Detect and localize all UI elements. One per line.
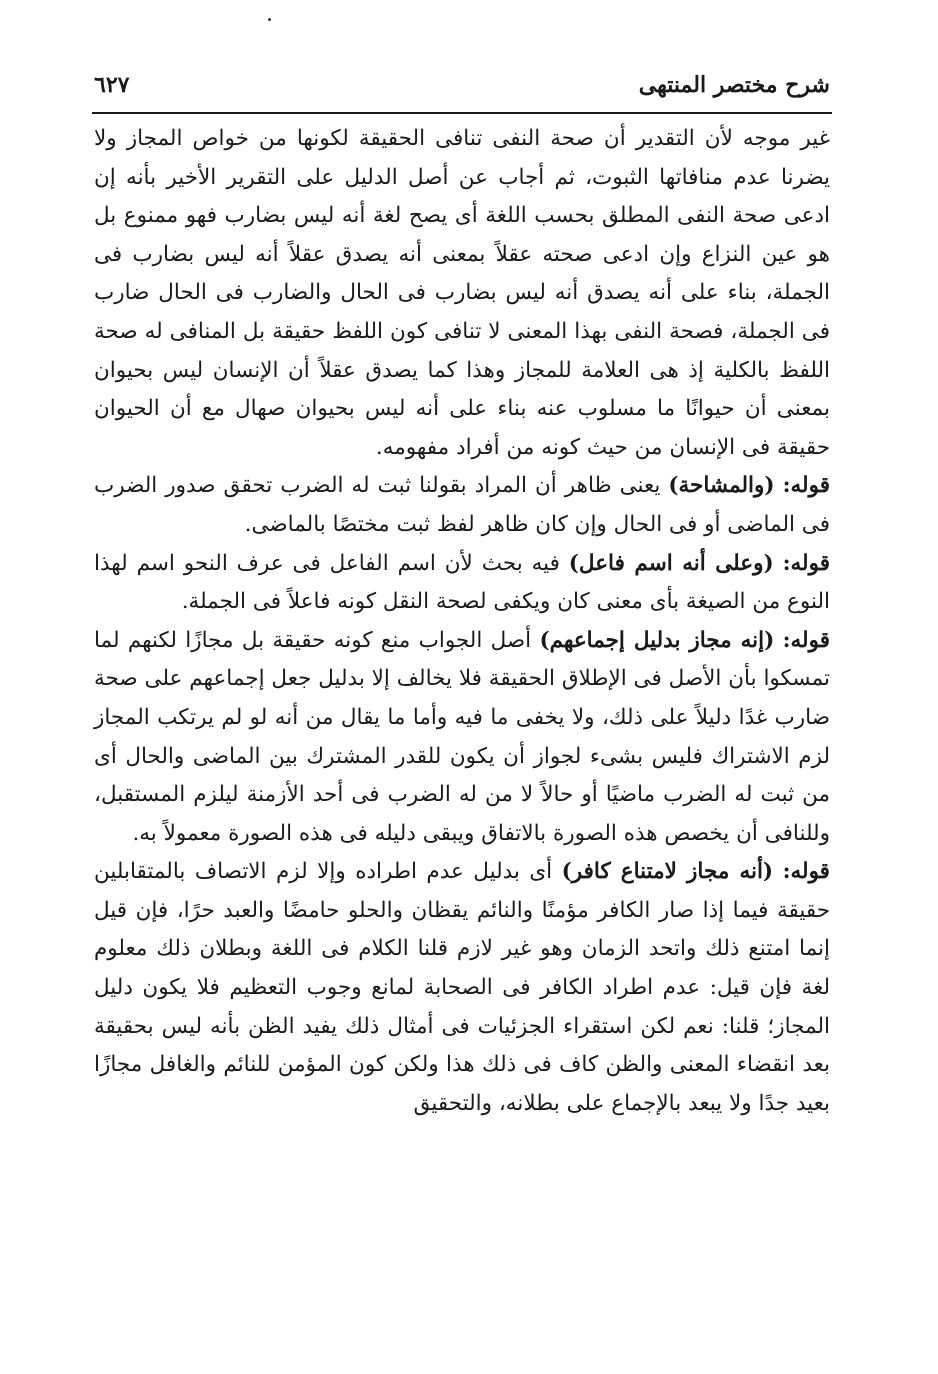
paragraph-1-text: غير موجه لأن التقدير أن صحة النفى تنافى الحقيقة لكونها من خواص المجاز ولا يضرنا عدم منافاتها الثبوت، ثم أجاب عن أصل الدليل على التقرير الأخير بأنه إن ادعى صحة النفى المطلق بحسب اللغة أى يصح لغة أنه ليس بضارب فهو ممنوع بل هو عين النزاع وإن ادعى صحته عقلاً بمعنى أنه يصدق عقلاً أنه ليس بضارب فى الجملة، بناء على أنه يصدق أنه ليس بضارب فى الحال والضارب فى الحال ضارب فى الجملة، فصحة النفى بهذا المعنى لا تنافى كون اللفظ حقيقة بل المنافى له صحة اللفظ بالكلية إذ هى العلامة للمجاز وهذا كما يصدق عقلاً أن الإنسان ليس بحيوان بمعنى أن حيوانًا ما مسلوب عنه بناء على أنه ليس بحيوان صهال مع أن الحيوان حقيقة فى الإنسان من حيث كونه من أفراد مفهومه. — [94, 126, 830, 460]
paragraph-4-quote: (إنه مجاز بدليل إجماعهم) — [539, 627, 775, 653]
paragraph-3-lead: قوله: — [782, 550, 830, 576]
paragraph-5-text: أى بدليل عدم اطراده وإلا لزم الاتصاف بالمتقابلين حقيقة فيما إذا صار الكافر مؤمنًا والنائم يقظان والحلو حامضًا والعبد حرًا، فإن قيل إنما امتنع ذلك واتحد الزمان وهو غير لازم قلنا الكلام فى اللغة وبطلان ذلك معلوم لغة فإن قيل: عدم اطراد الكافر فى الصحابة لمانع وجوب التعظيم فلا يكون دليل المجاز؛ قلنا: نعم لكن استقراء الجزئيات فى أمثال ذلك يفيد الظن بأنه ليس بحقيقة بعد انقضاء المعنى والظن كاف فى ذلك هذا ولكن كون المؤمن للنائم والغافل مجازًا بعيد جدًا ولا يبعد بالإجماع على بطلانه، والتحقيق — [94, 859, 830, 1116]
paragraph-2 — [94, 467, 830, 544]
running-title: شرح مختصر المنتهى — [638, 72, 830, 98]
paragraph-2-text: يعنى ظاهر أن المراد بقولنا ثبت له الضرب تحقق صدور الضرب فى الماضى أو فى الحال وإن كان ظاهر لفظ ثبت مختصًا بالماضى. — [94, 473, 830, 537]
ink-speck — [268, 18, 271, 21]
paragraph-4-lead: قوله: — [782, 627, 830, 653]
page-header — [94, 70, 830, 110]
paragraph-4-text: أصل الجواب منع كونه حقيقة بل مجازًا لكنهم لما تمسكوا بأن الأصل فى الإطلاق الحقيقة فلا يخالف إلا بدليل جعل إجماعهم على صحة ضارب غدًا دليلاً على ذلك، ولا يخفى ما فيه وأما ما يقال من أنه لو لم يرتكب المجاز لزم الاشتراك فليس بشىء لجواز أن يكون للقدر المشترك بين الماضى والحال أى من ثبت له الضرب ماضيًا أو حالاً لا من له الضرب فى أحد الأزمنة ليلزم المستقبل، وللنافى أن يخصص هذه الصورة بالاتفاق ويبقى دليله فى هذه الصورة معمولاً به. — [94, 627, 830, 846]
paragraph-3-text: فيه بحث لأن اسم الفاعل فى عرف النحو اسم لهذا النوع من الصيغة بأى معنى كان ويكفى لصحة النقل كونه فاعلاً فى الجملة. — [94, 550, 830, 615]
body-text — [94, 120, 830, 1123]
paragraph-4 — [94, 622, 830, 854]
paragraph-2-lead: قوله: — [782, 473, 830, 499]
paragraph-1 — [94, 120, 830, 467]
paragraph-2-quote: (والمشاحة) — [668, 473, 775, 499]
paragraph-3-quote: (وعلى أنه اسم فاعل) — [568, 550, 774, 576]
paragraph-5 — [94, 853, 830, 1123]
header-rule — [92, 112, 832, 114]
page-number: ٦٢٧ — [94, 72, 130, 98]
paragraph-3 — [94, 545, 830, 622]
paragraph-5-lead: قوله: — [782, 859, 830, 885]
paragraph-5-quote: (أنه مجاز لامتناع كافر) — [561, 859, 774, 885]
